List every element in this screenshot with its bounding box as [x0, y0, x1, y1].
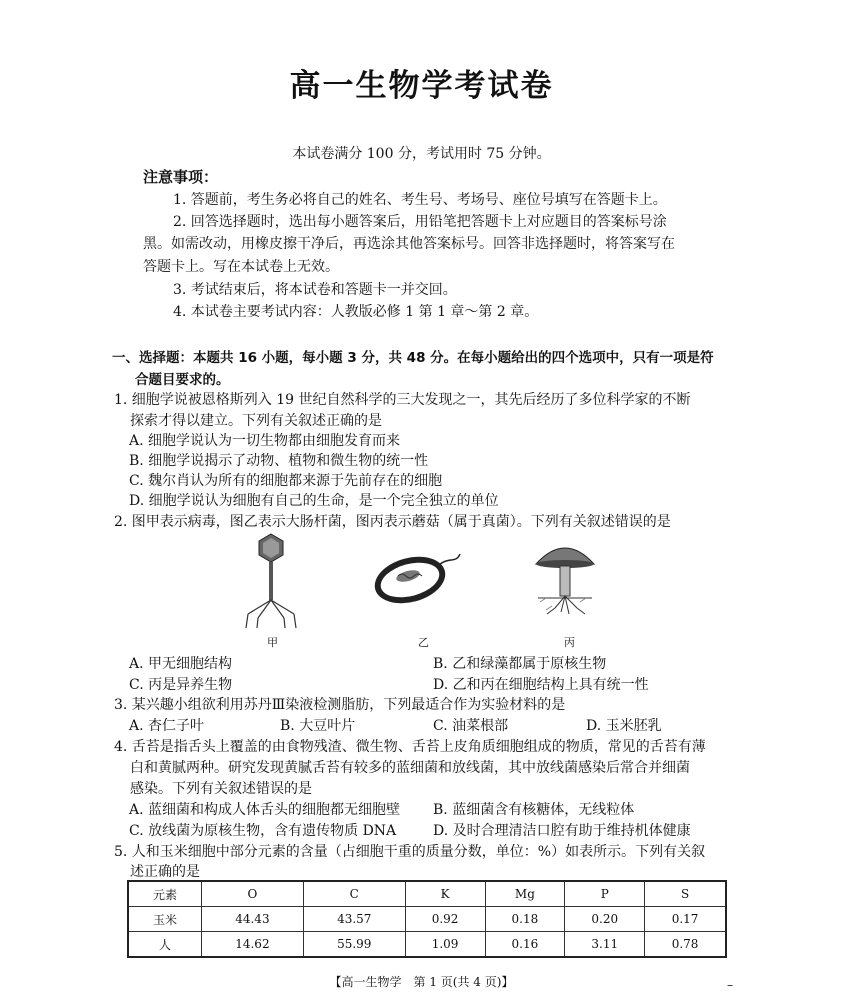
page-title: 高一生物学考试卷: [289, 68, 554, 104]
virus-figure: [240, 532, 302, 630]
q1-stem: 1. 细胞学说被恩格斯列入 19 世纪自然科学的三大发现之一，其先后经历了多位科学家的不断: [114, 392, 691, 408]
notice-line-2: 2. 回答选择题时，选出每小题答案后，用铅笔把答题卡上对应题目的答案标号涂: [173, 214, 667, 230]
table-header-cell: K: [405, 881, 485, 907]
notice-line-6: 4. 本试卷主要考试内容：人教版必修 1 第 1 章～第 2 章。: [173, 304, 539, 320]
figure-label-bing: 丙: [564, 636, 575, 649]
q3-option-c: C. 油菜根部: [433, 718, 509, 734]
table-cell: 0.20: [565, 907, 645, 932]
q4-option-d: D. 及时合理清洁口腔有助于维持机体健康: [433, 823, 691, 839]
q4-stem-cont2: 感染。下列有关叙述错误的是: [130, 781, 312, 797]
notice-line-3: 黑。如需改动，用橡皮擦干净后，再选涂其他答案标号。回答非选择题时，将答案写在: [143, 236, 675, 252]
q4-option-b: B. 蓝细菌含有核糖体，无线粒体: [433, 802, 635, 818]
q1-option-a: A. 细胞学说认为一切生物都由细胞发育而来: [129, 433, 401, 449]
q2-option-b: B. 乙和绿藻都属于原核生物: [433, 656, 607, 672]
notice-line-5: 3. 考试结束后，将本试卷和答题卡一并交回。: [173, 282, 457, 298]
q1-option-b: B. 细胞学说揭示了动物、植物和微生物的统一性: [129, 453, 429, 469]
table-cell: 3.11: [565, 932, 645, 958]
q2-stem: 2. 图甲表示病毒，图乙表示大肠杆菌，图丙表示蘑菇（属于真菌）。下列有关叙述错误的是: [114, 514, 671, 530]
q4-option-a: A. 蓝细菌和构成人体舌头的细胞都无细胞壁: [129, 802, 401, 818]
q4-option-c: C. 放线菌为原核生物，含有遗传物质 DNA: [129, 823, 397, 839]
element-table: [127, 880, 727, 958]
table-header-cell: C: [303, 881, 405, 907]
bacterium-figure: [368, 546, 468, 608]
q3-option-a: A. 杏仁子叶: [129, 718, 205, 734]
q5-stem: 5. 人和玉米细胞中部分元素的含量（占细胞干重的质量分数，单位：%）如表所示。下列有关叙: [114, 844, 706, 860]
table-cell: 0.16: [485, 932, 565, 958]
notice-heading: 注意事项：: [143, 168, 219, 186]
table-cell: 43.57: [303, 907, 405, 932]
footer-mark: –: [727, 978, 733, 992]
notice-line-1: 1. 答题前，考生务必将自己的姓名、考生号、考场号、座位号填写在答题卡上。: [173, 192, 667, 208]
table-cell: 0.92: [405, 907, 485, 932]
table-header-cell: S: [645, 881, 726, 907]
table-cell: 55.99: [303, 932, 405, 958]
q2-option-c: C. 丙是异养生物: [129, 677, 233, 693]
q2-option-d: D. 乙和丙在细胞结构上具有统一性: [433, 677, 649, 693]
table-cell: 0.17: [645, 907, 726, 932]
q5-stem-cont: 述正确的是: [130, 864, 200, 880]
table-cell: 玉米: [128, 907, 201, 932]
page-footer: 【高一生物学 第 1 页(共 4 页)】: [329, 975, 514, 989]
mushroom-figure: [532, 538, 598, 620]
section-heading: 一、选择题：本题共 16 小题，每小题 3 分，共 48 分。在每小题给出的四个选项中，只有一项是符: [112, 350, 714, 366]
q4-stem-cont: 白和黄腻两种。研究发现黄腻舌苔有较多的蓝细菌和放线菌，其中放线菌感染后常合并细菌: [130, 760, 690, 776]
exam-info: 本试卷满分 100 分，考试用时 75 分钟。: [292, 146, 551, 162]
table-cell: 44.43: [201, 907, 303, 932]
table-cell: 14.62: [201, 932, 303, 958]
q4-stem: 4. 舌苔是指舌头上覆盖的由食物残渣、微生物、舌苔上皮角质细胞组成的物质，常见的舌苔有薄: [114, 739, 706, 755]
table-header-cell: 元素: [128, 881, 201, 907]
notice-line-4: 答题卡上。写在本试卷上无效。: [143, 259, 339, 275]
table-cell: 1.09: [405, 932, 485, 958]
figure-label-yi: 乙: [418, 636, 429, 649]
table-row: [128, 932, 726, 958]
q3-option-d: D. 玉米胚乳: [586, 718, 662, 734]
table-header-row: [128, 881, 726, 907]
table-cell: 人: [128, 932, 201, 958]
table-cell: 0.18: [485, 907, 565, 932]
table-header-cell: Mg: [485, 881, 565, 907]
q1-stem-cont: 探索才得以建立。下列有关叙述正确的是: [130, 413, 382, 429]
figure-label-jia: 甲: [267, 636, 278, 649]
section-heading-cont: 合题目要求的。: [135, 372, 230, 388]
q3-stem: 3. 某兴趣小组欲利用苏丹Ⅲ染液检测脂肪，下列最适合作为实验材料的是: [114, 697, 566, 713]
table-row: [128, 907, 726, 932]
q2-option-a: A. 甲无细胞结构: [129, 656, 233, 672]
q3-option-b: B. 大豆叶片: [280, 718, 356, 734]
q1-option-d: D. 细胞学说认为细胞有自己的生命，是一个完全独立的单位: [129, 493, 499, 509]
table-header-cell: P: [565, 881, 645, 907]
table-cell: 0.78: [645, 932, 726, 958]
table-header-cell: O: [201, 881, 303, 907]
q1-option-c: C. 魏尔肖认为所有的细胞都来源于先前存在的细胞: [129, 473, 443, 489]
